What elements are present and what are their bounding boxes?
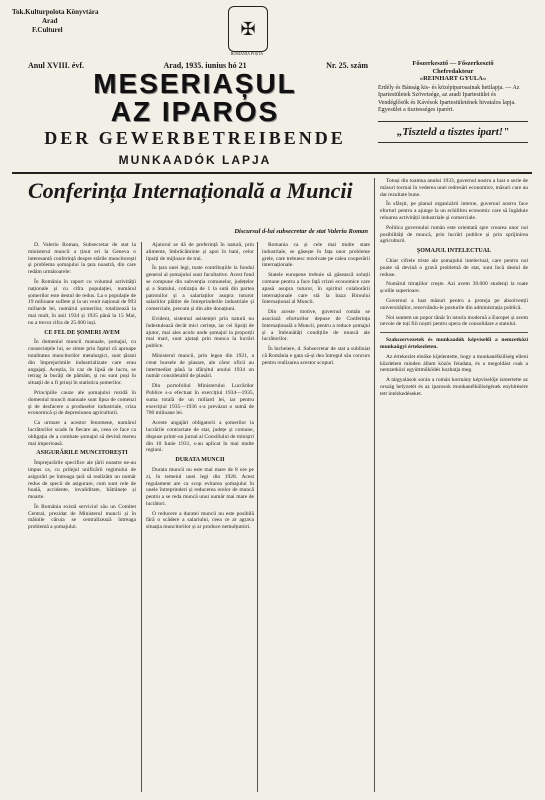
column-divider — [374, 178, 375, 792]
article-headline: Conferința Internațională a Muncii — [28, 178, 353, 203]
editor-description: Erdély és Bánság kis- és középiparosainak hetilapja. — Az Ipartestületek Szövetsége, az aradi Ipartestület és Vendéglősök és Kávésok Ipartestületének hivatalos lapja. Egyesület a tisztességes iparért. — [378, 84, 520, 113]
masthead — [20, 70, 370, 167]
paragraph: Ca urmare a acestor fenomene, numărul lucrătorilor scade în fiecare an, ceea ce face ca obligația de a combate șomajul să devină mereu mai imperioasă. — [28, 420, 136, 447]
paragraph: Împrejurările specifice ale țării noastre ne-au impus ca, cu prilejul unificării regimului de asigurări pe întreaga țară să realizăm un număr redus de specii de asigurare, cum sunt cele de boală, accidente, invaliditate, bătrânețe și moarte. — [28, 460, 136, 501]
issue-date: Arad, 1935. iunius hó 21 — [163, 61, 247, 70]
stamp-line: Arad — [42, 17, 58, 25]
library-stamp — [12, 8, 98, 35]
paragraph: Aceste angajări obligatorii a șomerilor la lucrările contractate de stat, județe și comune, dispuse printr-un jurnal al Consiliului de miniștri din 10 Iunie 1931, s-au aplicat în mai multe regiuni. — [146, 420, 254, 454]
paragraph: Durata muncii nu este mai mare de 8 ore pe zi, în temeiul unei legi din 1928. Acest regulament are ca scop evitarea șomajului în unele întreprinderi și reducerea orelor de muncă pentru a se reda muncă unui număr mai mare de lucrători. — [146, 466, 254, 507]
paragraph: Az értekezlet elnöke kijelentette, hogy a munkanélküliség elleni küzdelem minden állam közös feladata, és a megoldást csak a nemzetközi együttműködés hozhatja meg. — [380, 353, 528, 374]
slogan: „Tiszteld a tisztes ipart!" — [378, 121, 528, 143]
article-column-2 — [146, 242, 254, 792]
article-column-3 — [262, 242, 370, 792]
paragraph: În domeniul muncii manuale, șomajul, cu consecințele lui, se simte prin faptul că aproape totalitatea muncitorilor metalurgici, sunt țărani din împrejurimile industrializate care erau angajați. Aceștia, în caz de lipsă de lucru, se retrag la bucăți de pământ, și nu sunt puși în situații de a fi prinși în statistica șomerilor. — [28, 339, 136, 387]
column-divider — [257, 242, 258, 792]
paragraph: Noi suntem un popor tânăr în istoria modernă a Europei și avem nevoie de toți fiii noștri pentru opera de consolidare a statului. — [380, 314, 528, 328]
editor-header: Chefredakteur — [432, 67, 474, 75]
paragraph: În sfârșit, pe planul organizării interne, guvernul nostru face eforturi pentru a ajunge la un echilibru economic care să îngăduie reluarea activității industriale și comerciale. — [380, 201, 528, 221]
editor-header: Főszerkesztő — Főszerkesztő — [412, 60, 494, 67]
issue-year: Anul XVIII. évf. — [28, 61, 85, 70]
paragraph: În România în raport cu volumul activității naționale și cu cifra populației, numărul șomerilor este destul de redus. La o populație de 19 milioane suflete și la un venit național de 993 miliarde lei, numărul șomerilor, totalizează la mai mult, în anii 1934 și 1935 până la 15 Mai, nu a trecut cifra de 25.000 inși. — [28, 278, 136, 326]
column-divider — [141, 242, 142, 792]
subheading: DURATA MUNCII — [175, 457, 225, 464]
editor-name: »REINHART GYULA« — [419, 75, 487, 82]
masthead-title-de: DER GEWERBETREIBENDE — [44, 128, 346, 148]
paragraph: Chiar cifrele triste ale șomajului intelectual, care pentru noi poate să devină o gravă problemă de stat, sunt încă destul de reduse. — [380, 257, 528, 278]
issue-number: Nr. 25. szám — [326, 61, 368, 70]
article-column-1 — [28, 242, 136, 792]
paragraph: În țara unei legi, toate contribuțiile la fondul general al șomajului sunt facultative. Acest fond se compune din subvenția comunelor, județelor și a Statului, cotizația de 1 la sută din partea patronilor și a salariaților asupra tuturor salariilor plătite de întreprinderile industriale și comerciale, precum și din alte donațiuni. — [146, 265, 254, 313]
subheading: ASIGURĂRILE MUNCITOREȘTI — [36, 450, 128, 457]
editor-box — [378, 60, 528, 143]
paragraph: A tárgyalások során a román kormány képviselője ismertette az ország helyzetét és az iparosok munkanélküliségének enyhítésére tett intézkedéseket. — [380, 377, 528, 397]
paragraph: Politica guvernului român este orientată spre crearea unor noi posibilități de muncă, prin lucrări publice și prin sprijinirea agriculturii. — [380, 224, 528, 245]
paragraph: O reducere a duratei muncii nu este posibilă fără o scădere a salariului, ceea ce ar agrava situația muncitorilor și ar produce nemulțumiri. — [146, 510, 254, 531]
paragraph: În România există serviciul său un Comitet Central, prezidat de Ministerul muncii și în mâinile căruia se centralizează întreaga problemă a șomajului. — [28, 503, 136, 531]
paragraph: Principiile cauze ale șomajului rezidă în domeniul muncii manuale sunt lipsa de comenzi și de desfacere a produselor industriale, criza economică și de depresiunea agriculturii. — [28, 389, 136, 417]
section-divider — [380, 332, 528, 333]
paragraph: Din aceste motive, guvernul român se asociază eforturilor depuse de Conferința Internațională a Muncii, pentru a reduce șomajul și a îmbunătăți condițiile de muncă ale lucrătorilor. — [262, 309, 370, 343]
masthead-title-hu: AZ IPAROS — [110, 96, 280, 127]
paragraph: Numărul titrațiilor crește. Azi avem 39.000 studenți la toate școlile superioare. — [380, 281, 528, 295]
paragraph: Din portofoliul Ministerului Lucrărilor Publice s-a efectuat în exercițiul 1934—1935, suma totală de un miliard lei, iar pentru exercițiul 1935—1936 s-a prevăzut o sumă de 700 milioane lei. — [146, 383, 254, 417]
paragraph: Szakszervezetek és munkaadók képviselői a nemzetközi munkaügyi értekezleten. — [380, 337, 528, 350]
stamp-line: Tok.Kulturpolota Könyvtára — [12, 8, 99, 16]
article-byline: Discursul d-lui subsecretar de stat Valeriu Roman — [234, 228, 368, 235]
paragraph: Totuși din toamna anului 1933, guvernul nostru a luat o serie de măsuri tocmai în vederea unei redresări economice, măsuri care au dat rezultate bune. — [380, 178, 528, 198]
stamp-line: F.Culturel — [32, 26, 63, 34]
paragraph: Ministerul muncii, prin legea din 1921, a creat bursele de plasare, ale căror oficii au intermediat până la sfârșitul anului 1934 un număr considerabil de plasări. — [146, 352, 254, 380]
masthead-subtitle: MUNKAADÓK LAPJA — [118, 153, 272, 167]
masthead-rule — [12, 172, 532, 174]
paragraph: Romania ca și cele mai multe state industriale, se găsește în fața unor probleme grele, care trebuesc rezolvate pe calea cooperării internaționale. — [262, 242, 370, 269]
masthead-title-ro: MESERIAȘUL — [93, 68, 297, 99]
paragraph: Ajutorul se dă de preferință în natură, prin alimente, îmbrăcăminte și apoi în bani, celor lipsiți de mijloace de trai. — [146, 242, 254, 262]
paragraph: În încheiere, d. Subsecretar de stat a subliniat că România e gata să-și dea întregul său concurs pentru realizarea acestor scopuri. — [262, 346, 370, 366]
article-column-4 — [380, 178, 528, 792]
subheading: ȘOMAJUL INTELECTUAL — [416, 248, 492, 255]
subheading: CE FEL DE ȘOMERI AVEM — [44, 329, 120, 336]
emblem-caption: ROMÂNIA POȘTA — [230, 51, 264, 56]
paragraph: Evident, sistemul asistenței prin natură nu îndestulează decât mici cerințe, iar cei lipsiți de ajutor, mai ales acolo unde șomajul ia proporții mai mari, sunt ajutați prin munca la lucrări publice. — [146, 315, 254, 350]
paragraph: Statele europene trebuie să găsească soluții comune pentru a face față crizei economice care apasă asupra tuturor, în spiritul colaborării internaționale care stă la baza Biroului Internațional al Muncii. — [262, 272, 370, 306]
paragraph: D. Valeriu Roman, Subsecretar de stat la ministerul muncii a ținut eri la Geneva o interesantă conferință despre stările muncitorești și problema șomajului la țara noastră, din care redăm următoarele: — [28, 242, 136, 276]
paragraph: Guvernul a luat măsuri pentru a proteja pe absolvenții universităților, rezervându-le posturile din administrația publică. — [380, 297, 528, 311]
postage-emblem: ✠ — [228, 6, 268, 52]
